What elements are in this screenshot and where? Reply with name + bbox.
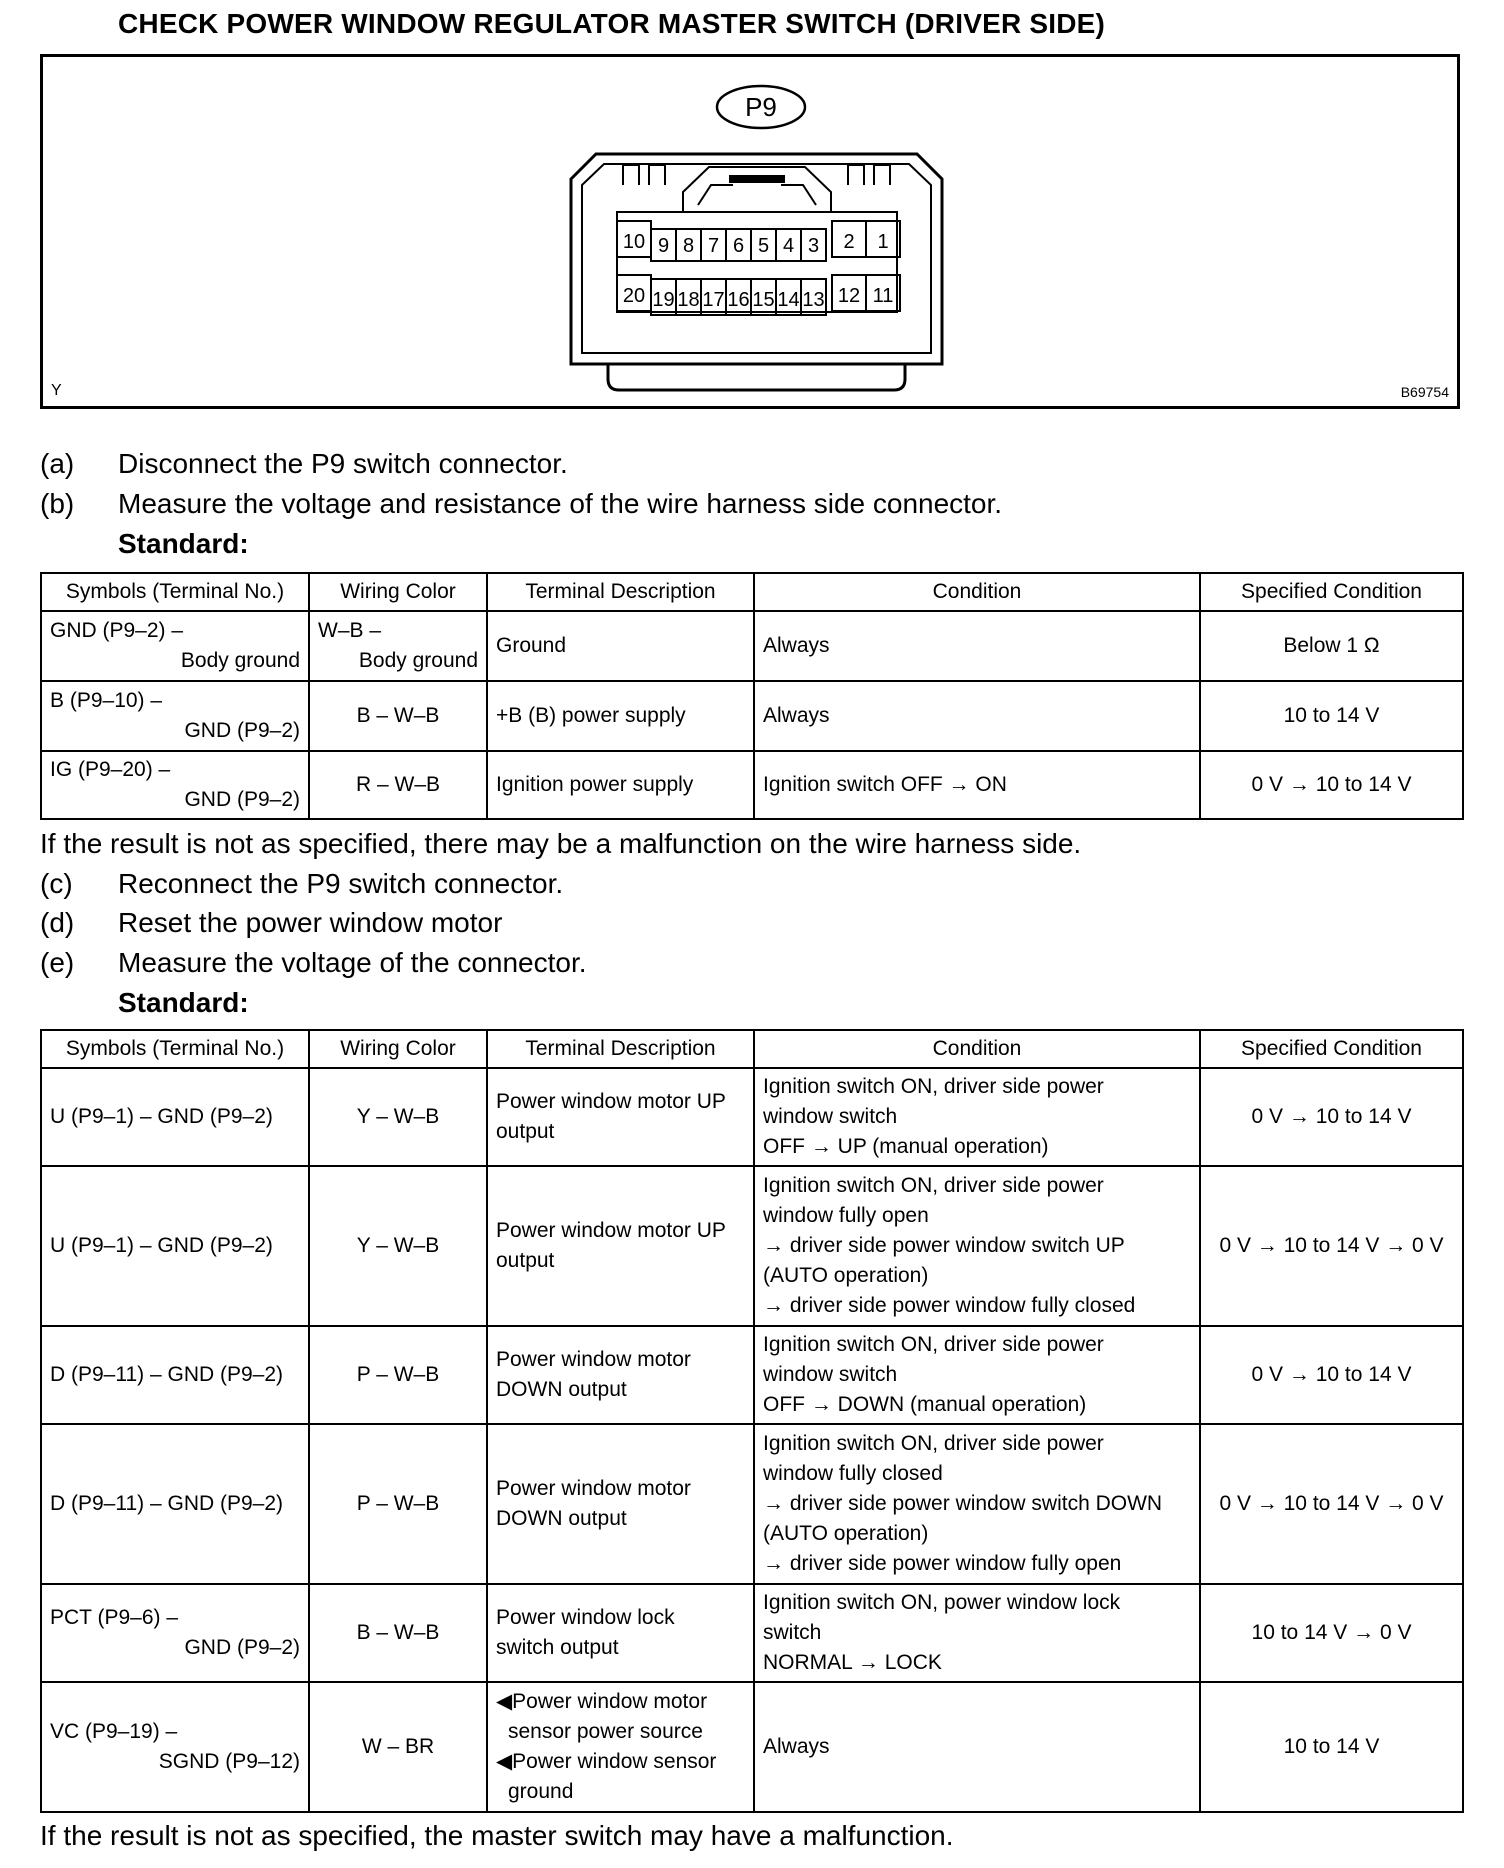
cell-wiring: Y – W–B	[309, 1068, 487, 1166]
table-row	[41, 1424, 1463, 1584]
table-row	[41, 1068, 1463, 1166]
connector-housing-outer	[571, 154, 942, 364]
cell-condition: Ignition switch ON, power window lock switch NORMAL → LOCK	[754, 1584, 1200, 1682]
cell-wiring: P – W–B	[309, 1326, 487, 1424]
standard-heading: Standard:	[118, 987, 249, 1018]
terminal-number: 15	[752, 289, 775, 311]
table-row	[41, 1682, 1463, 1812]
header-wiring: Wiring Color	[309, 1030, 487, 1068]
connector-housing-inner	[582, 164, 931, 353]
cell-description: Power window motor DOWN output	[487, 1424, 754, 1584]
cell-wiring: W–B – Body ground	[309, 611, 487, 681]
page-title: CHECK POWER WINDOW REGULATOR MASTER SWITCH (DRIVER SIDE)	[118, 8, 1106, 39]
bullet-item: ◀Power window sensor ground	[496, 1750, 717, 1803]
cell-symbols: D (P9–11) – GND (P9–2)	[41, 1326, 309, 1424]
header-wiring: Wiring Color	[309, 573, 487, 611]
header-description: Terminal Description	[487, 573, 754, 611]
table-row	[41, 1166, 1463, 1326]
standard-heading: Standard:	[118, 528, 249, 559]
step-label: (c)	[40, 868, 73, 899]
cell-description: Power window motor UP output	[487, 1166, 754, 1326]
header-description: Terminal Description	[487, 1030, 754, 1068]
cell-condition: Always	[754, 681, 1200, 751]
cell-wiring: R – W–B	[309, 751, 487, 819]
connector-key-detail	[698, 185, 816, 205]
step-c	[40, 865, 563, 903]
bullet-arrow-icon: ◀	[496, 1750, 513, 1773]
step-text: Reconnect the P9 switch connector.	[118, 868, 564, 899]
step-text: Measure the voltage and resistance of the wire harness side connector.	[118, 488, 1003, 519]
cell-condition: Ignition switch ON, driver side power window switch OFF → UP (manual operation)	[754, 1068, 1200, 1166]
cell-symbols: U (P9–1) – GND (P9–2)	[41, 1166, 309, 1326]
cell-condition: Always	[754, 611, 1200, 681]
header-specified: Specified Condition	[1200, 573, 1463, 611]
header-symbols: Symbols (Terminal No.)	[41, 1030, 309, 1068]
cell-symbols: VC (P9–19) – SGND (P9–12)	[41, 1682, 309, 1812]
cell-wiring: B – W–B	[309, 1584, 487, 1682]
cell-condition: Ignition switch OFF → ON	[754, 751, 1200, 819]
cell-wiring: Y – W–B	[309, 1166, 487, 1326]
cell-specified: 0 V → 10 to 14 V → 0 V	[1200, 1424, 1463, 1584]
cell-wiring: P – W–B	[309, 1424, 487, 1584]
terminal-number: 8	[682, 235, 695, 257]
terminal-number: 7	[707, 235, 720, 257]
header-condition: Condition	[754, 1030, 1200, 1068]
connector-latch-left	[623, 165, 665, 185]
terminal-number: 13	[802, 289, 825, 311]
step-e	[40, 944, 587, 982]
bullet-item: ◀Power window motor sensor power source	[496, 1690, 708, 1743]
connector-figure	[40, 54, 1460, 409]
cell-description: Power window lock switch output	[487, 1584, 754, 1682]
table-row	[41, 751, 1463, 819]
terminal-number: 12	[837, 285, 861, 307]
terminal-number: 16	[727, 289, 750, 311]
cell-symbols: PCT (P9–6) – GND (P9–2)	[41, 1584, 309, 1682]
cell-symbols: GND (P9–2) – Body ground	[41, 611, 309, 681]
cell-description: Power window motor DOWN output	[487, 1326, 754, 1424]
bullet-arrow-icon: ◀	[496, 1690, 513, 1713]
note-harness: If the result is not as specified, there may be a malfunction on the wire harness side.	[40, 828, 1082, 859]
cell-specified: 0 V → 10 to 14 V → 0 V	[1200, 1166, 1463, 1326]
standard-table-2	[40, 1029, 1464, 1813]
step-label: (e)	[40, 947, 75, 978]
cell-specified: 10 to 14 V → 0 V	[1200, 1584, 1463, 1682]
terminal-number: 5	[757, 235, 770, 257]
connector-label: P9	[745, 92, 777, 122]
cell-description: +B (B) power supply	[487, 681, 754, 751]
cell-description: Ignition power supply	[487, 751, 754, 819]
connector-key-slot	[729, 175, 785, 183]
step-label: (d)	[40, 907, 75, 938]
cell-condition: Ignition switch ON, driver side power window switch OFF → DOWN (manual operation)	[754, 1326, 1200, 1424]
connector-center-key	[683, 167, 831, 212]
terminal-number: 11	[872, 285, 894, 307]
step-b	[40, 485, 1002, 523]
terminal-number: 19	[652, 289, 675, 311]
terminal-number: 20	[622, 285, 646, 307]
table-row	[41, 611, 1463, 681]
terminal-number: 3	[807, 235, 820, 257]
cell-description: Ground	[487, 611, 754, 681]
step-label: (b)	[40, 488, 75, 519]
figure-code: B69754	[1400, 384, 1449, 400]
header-symbols: Symbols (Terminal No.)	[41, 573, 309, 611]
cell-specified: 0 V → 10 to 14 V	[1200, 1326, 1463, 1424]
cell-wiring: B – W–B	[309, 681, 487, 751]
terminal-grid	[617, 221, 900, 315]
terminal-number: 6	[732, 235, 745, 257]
terminal-number: 17	[702, 289, 725, 311]
standard-table-1	[40, 572, 1464, 820]
cell-specified: 10 to 14 V	[1200, 681, 1463, 751]
cell-condition: Ignition switch ON, driver side power window fully open → driver side power window switch UP (AUTO operation) → driver side power window fully closed	[754, 1166, 1200, 1326]
header-specified: Specified Condition	[1200, 1030, 1463, 1068]
cell-condition: Ignition switch ON, driver side power window fully closed → driver side power window switch DOWN (AUTO operation) → driver side power window fully open	[754, 1424, 1200, 1584]
cell-symbols: U (P9–1) – GND (P9–2)	[41, 1068, 309, 1166]
terminal-number: 2	[843, 231, 855, 253]
step-text: Disconnect the P9 switch connector.	[118, 448, 568, 479]
cell-symbols: IG (P9–20) – GND (P9–2)	[41, 751, 309, 819]
cell-specified: 0 V → 10 to 14 V	[1200, 1068, 1463, 1166]
terminal-number: 1	[877, 231, 889, 253]
step-a	[40, 445, 568, 483]
step-d	[40, 904, 502, 942]
cell-symbols: D (P9–11) – GND (P9–2)	[41, 1424, 309, 1584]
table-row	[41, 1326, 1463, 1424]
table-row	[41, 1584, 1463, 1682]
figure-corner-y: Y	[51, 382, 62, 399]
header-condition: Condition	[754, 573, 1200, 611]
cell-specified: 10 to 14 V	[1200, 1682, 1463, 1812]
note-master-switch: If the result is not as specified, the master switch may have a malfunction.	[40, 1820, 954, 1851]
table-header-row	[41, 573, 1463, 611]
terminal-number: 14	[777, 289, 800, 311]
table-header-row	[41, 1030, 1463, 1068]
connector-diagram	[43, 57, 1457, 406]
step-text: Measure the voltage of the connector.	[118, 947, 587, 978]
cell-specified: Below 1 Ω	[1200, 611, 1463, 681]
terminal-number: 9	[657, 235, 670, 257]
terminal-number: 10	[622, 231, 646, 253]
step-text: Reset the power window motor	[118, 907, 503, 938]
cell-description: Power window motor UP output	[487, 1068, 754, 1166]
cell-condition: Always	[754, 1682, 1200, 1812]
cell-description	[487, 1682, 754, 1812]
step-label: (a)	[40, 448, 75, 479]
connector-bottom-tab	[608, 364, 905, 390]
terminal-number: 18	[677, 289, 700, 311]
cell-specified: 0 V → 10 to 14 V	[1200, 751, 1463, 819]
connector-latch-right	[848, 165, 890, 185]
table-row	[41, 681, 1463, 751]
terminal-number: 4	[782, 235, 795, 257]
cell-symbols: B (P9–10) – GND (P9–2)	[41, 681, 309, 751]
cell-wiring: W – BR	[309, 1682, 487, 1812]
